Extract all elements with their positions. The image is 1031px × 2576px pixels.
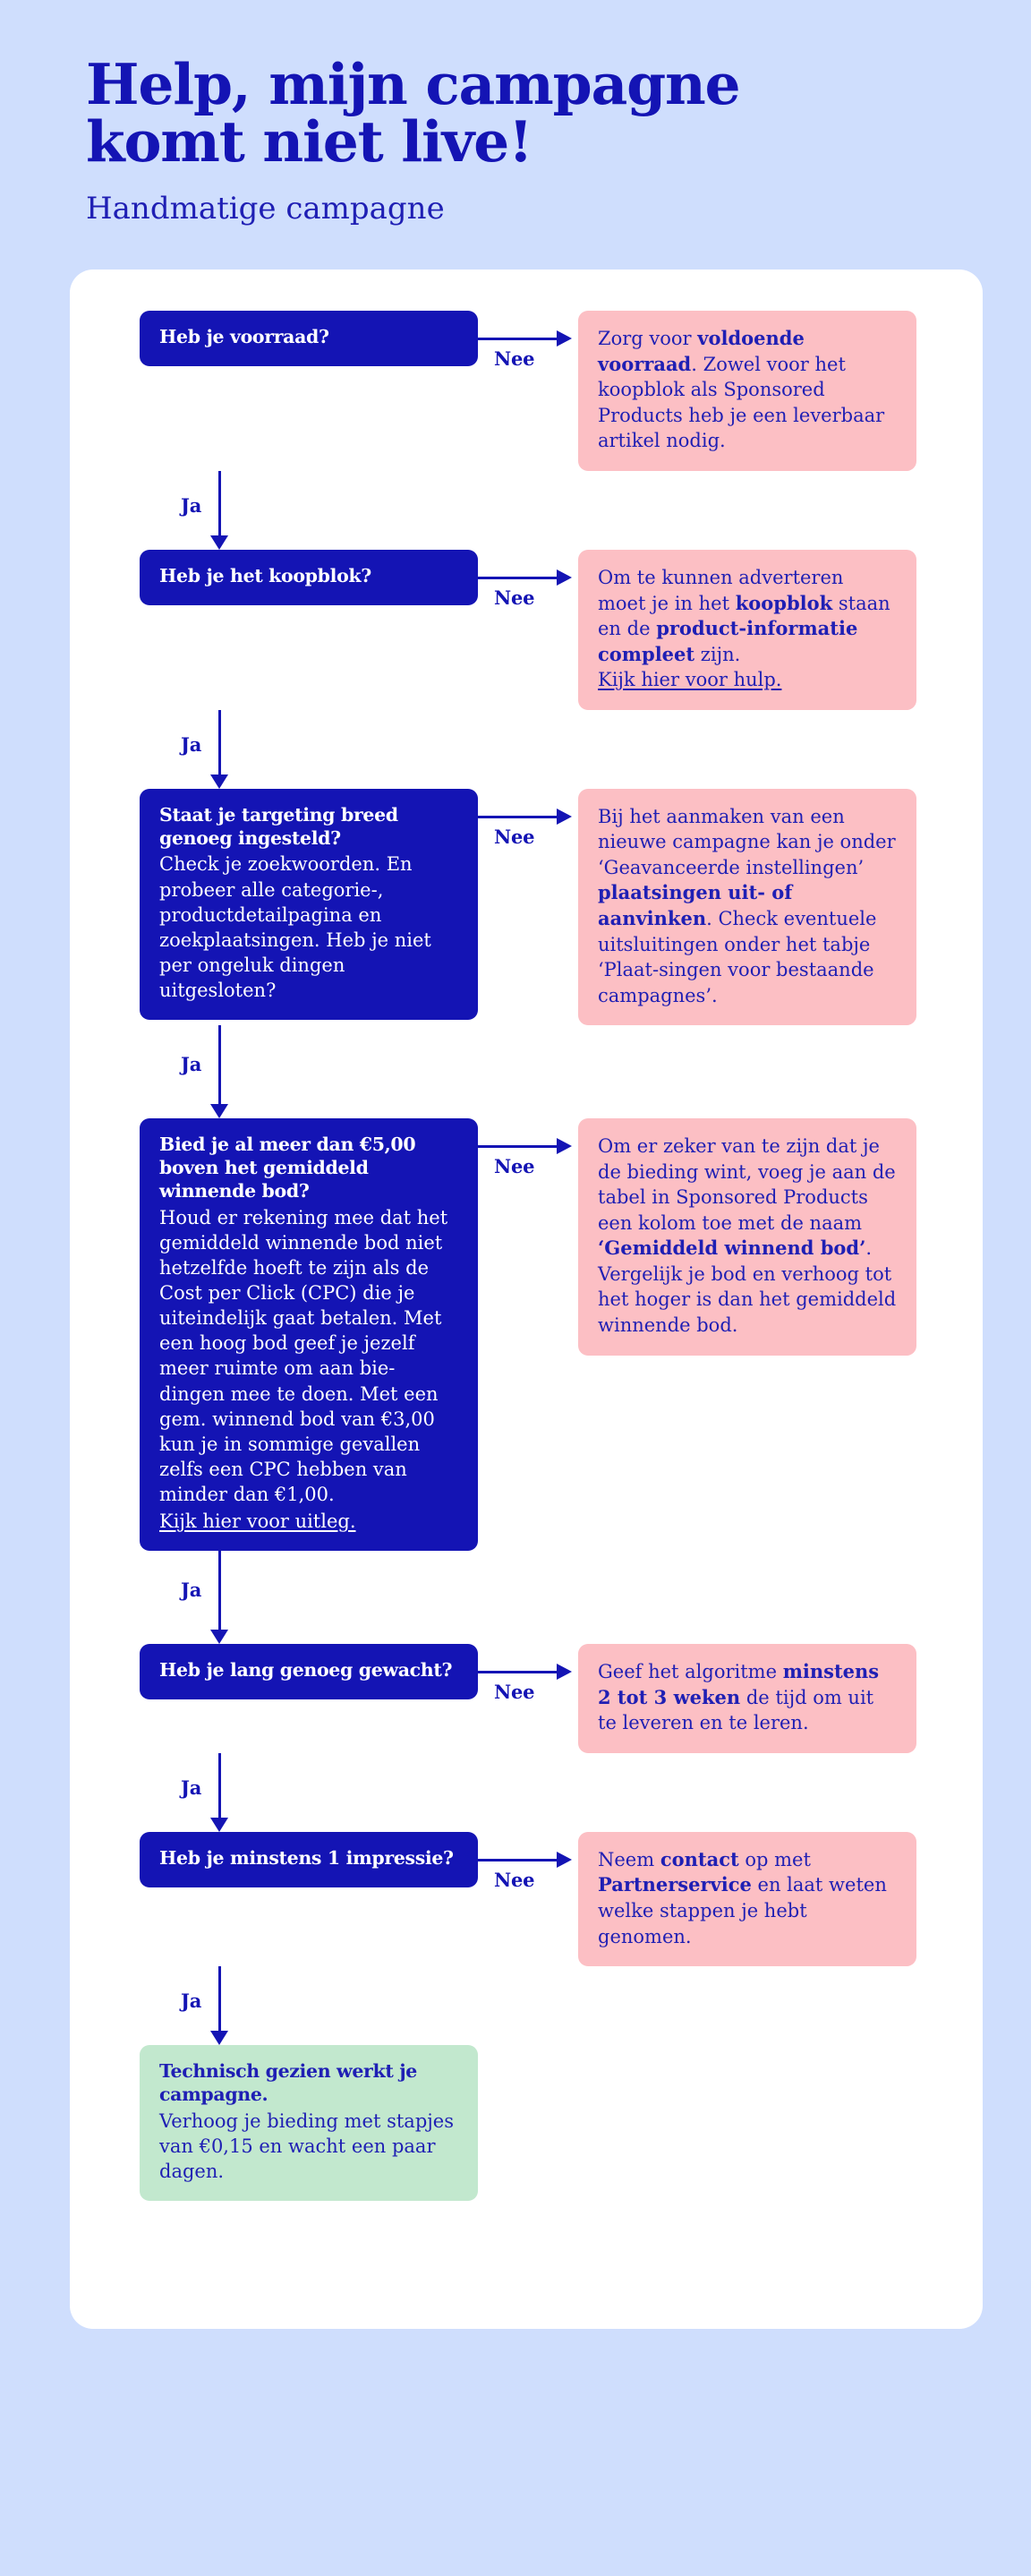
decision-box-voorraad[interactable]	[140, 311, 478, 366]
arrow-down-icon	[210, 775, 228, 789]
body-text: Om te kunnen adverteren moet je in het	[598, 567, 844, 614]
emphasis-text: koopblok	[735, 591, 833, 614]
yes-connector-bod	[140, 1551, 478, 1644]
body-text: . Vergelijk je bod en verhoog tot het hoger is dan het gemiddeld winnende bod.	[598, 1237, 897, 1336]
connector-line	[218, 1966, 221, 2033]
connector-line	[478, 1145, 562, 1148]
decision-question-targeting: Staat je targeting breed genoeg ingesteld?	[159, 803, 398, 849]
yes-connector-koopblok	[140, 710, 478, 789]
connector-line	[478, 1859, 562, 1861]
emphasis-text: product-informatie compleet	[598, 617, 858, 665]
result-link-koopblok[interactable]: Kijk hier voor hulp.	[598, 669, 782, 691]
yes-connector-gewacht	[140, 1753, 478, 1832]
result-box-gewacht	[578, 1644, 916, 1753]
connector-line	[478, 577, 562, 579]
decision-box-targeting[interactable]	[140, 789, 478, 1020]
decision-question-impressie: Heb je minstens 1 impressie?	[159, 1846, 454, 1869]
result-text-bod	[598, 1134, 897, 1338]
flow-row-voorraad	[70, 311, 983, 471]
decision-box-koopblok[interactable]	[140, 550, 478, 605]
yes-connector-voorraad	[140, 471, 478, 550]
arrow-down-icon	[210, 1630, 228, 1644]
body-text: staan en de	[598, 592, 890, 640]
result-text-koopblok	[598, 565, 897, 693]
yes-label-koopblok: Ja	[181, 733, 202, 757]
body-text: zijn.	[694, 643, 741, 665]
result-box-bod	[578, 1118, 916, 1355]
emphasis-text: minstens 2 tot 3 weken	[598, 1660, 880, 1708]
decision-detail-targeting: Check je zoekwoorden. En probeer alle categorie-, productdetailpagina en zoekplaatsingen. Heb je niet per ongeluk dingen uitgesloten?	[159, 853, 431, 1002]
yes-label-impressie: Ja	[181, 1990, 202, 2013]
result-box-voorraad	[578, 311, 916, 471]
decision-box-gewacht[interactable]	[140, 1644, 478, 1699]
arrow-right-icon	[557, 330, 572, 347]
decision-question-koopblok: Heb je het koopblok?	[159, 565, 371, 587]
connector-line	[218, 1025, 221, 1106]
yes-connector-impressie	[140, 1966, 478, 2045]
arrow-right-icon	[557, 1664, 572, 1680]
arrow-right-icon	[557, 1852, 572, 1868]
decision-question-voorraad: Heb je voorraad?	[159, 326, 329, 348]
body-text: op met	[738, 1848, 811, 1870]
result-text-gewacht	[598, 1659, 897, 1736]
arrow-down-icon	[210, 535, 228, 550]
page-title	[86, 51, 990, 175]
arrow-right-icon	[557, 809, 572, 825]
page-title-line-1: Help, mijn campagne	[86, 51, 740, 117]
arrow-right-icon	[557, 569, 572, 586]
no-label-impressie: Nee	[494, 1868, 535, 1891]
result-text-impressie	[598, 1847, 897, 1949]
no-label-koopblok: Nee	[494, 586, 535, 610]
body-text: Neem	[598, 1848, 660, 1870]
flow-row-impressie	[70, 1832, 983, 1966]
no-connector-gewacht	[478, 1644, 578, 1704]
flow-row-targeting	[70, 789, 983, 1025]
emphasis-text: voldoende voorraad	[598, 327, 805, 375]
page-header	[0, 0, 1031, 227]
no-label-voorraad: Nee	[494, 347, 535, 371]
arrow-right-icon	[557, 1138, 572, 1154]
page-subtitle: Handmatige campagne	[86, 190, 445, 227]
body-text: . Check eventuele uitsluitingen onder het tabje ‘Plaat-singen voor bestaande campagnes’.	[598, 907, 877, 1006]
body-text: de tijd om uit te leveren en te leren.	[598, 1686, 874, 1734]
flowchart-card	[70, 270, 983, 2329]
decision-box-impressie[interactable]	[140, 1832, 478, 1887]
body-text: en laat weten welke stappen je hebt genomen.	[598, 1874, 887, 1947]
result-text-targeting	[598, 804, 897, 1008]
no-label-targeting: Nee	[494, 825, 535, 848]
arrow-down-icon	[210, 1104, 228, 1118]
result-box-koopblok	[578, 550, 916, 710]
emphasis-text: Partnerservice	[598, 1873, 752, 1896]
yes-label-gewacht: Ja	[181, 1776, 202, 1800]
yes-label-voorraad: Ja	[181, 494, 202, 518]
body-text: Om er zeker van te zijn dat je de bieding wint, voeg je aan de tabel in Sponsored Products een kolom toe met de naam	[598, 1135, 896, 1234]
emphasis-text: plaatsingen uit- of aanvinken	[598, 881, 793, 929]
emphasis-text: contact	[660, 1847, 739, 1870]
result-box-targeting	[578, 789, 916, 1025]
decision-detail-bod: Houd er rekening mee dat het gemiddeld winnende bod niet hetzelfde hoeft te zijn als de Cost per Click (CPC) die je uiteindelijk gaat betalen. Met een hoog bod geef je jezelf meer ruimte om aan bie-dingen mee te doen. Met een gem. winnend bod van €3,00 kun je in sommige gevallen zelfs een CPC hebben van minder dan €1,00.	[159, 1206, 448, 1505]
emphasis-text: ‘Gemiddeld winnend bod’	[598, 1237, 866, 1260]
connector-line	[218, 1753, 221, 1819]
final-success-body: Verhoog je bieding met stapjes van €0,15 en wacht een paar dagen.	[159, 2110, 454, 2182]
decision-box-bod[interactable]	[140, 1118, 478, 1551]
body-text: Bij het aanmaken van een nieuwe campagne kan je onder ‘Geavanceerde instellingen’	[598, 805, 896, 878]
no-connector-targeting	[478, 789, 578, 848]
arrow-down-icon	[210, 2031, 228, 2045]
decision-link-bod[interactable]: Kijk hier voor uitleg.	[159, 1511, 356, 1533]
flow-row-bod	[70, 1118, 983, 1551]
connector-line	[218, 1551, 221, 1631]
body-text: Zorg voor	[598, 328, 698, 350]
no-connector-koopblok	[478, 550, 578, 610]
flow-row-gewacht	[70, 1644, 983, 1753]
no-connector-impressie	[478, 1832, 578, 1891]
page-title-line-2: komt niet live!	[86, 108, 533, 175]
decision-question-gewacht: Heb je lang genoeg gewacht?	[159, 1659, 453, 1682]
connector-line	[478, 338, 562, 340]
no-label-bod: Nee	[494, 1155, 535, 1178]
yes-label-bod: Ja	[181, 1579, 202, 1602]
connector-line	[218, 710, 221, 776]
decision-question-bod: Bied je al meer dan €5,00 boven het gemiddeld winnende bod?	[159, 1134, 416, 1202]
yes-label-targeting: Ja	[181, 1053, 202, 1076]
yes-connector-targeting	[140, 1025, 478, 1118]
connector-line	[478, 816, 562, 818]
connector-line	[478, 1671, 562, 1673]
result-box-impressie	[578, 1832, 916, 1966]
final-success-box	[140, 2045, 478, 2201]
body-text: Geef het algoritme	[598, 1661, 783, 1683]
flow-row-final	[70, 2045, 983, 2201]
result-text-voorraad	[598, 326, 897, 454]
no-connector-bod	[478, 1118, 578, 1178]
flow-row-koopblok	[70, 550, 983, 710]
no-label-gewacht: Nee	[494, 1681, 535, 1704]
connector-line	[218, 471, 221, 537]
arrow-down-icon	[210, 1818, 228, 1832]
body-text: . Zowel voor het koopblok als Sponsored Products heb je een leverbaar artikel nodig.	[598, 353, 885, 452]
final-success-title: Technisch gezien werkt je campagne.	[159, 2060, 417, 2105]
no-connector-voorraad	[478, 311, 578, 371]
